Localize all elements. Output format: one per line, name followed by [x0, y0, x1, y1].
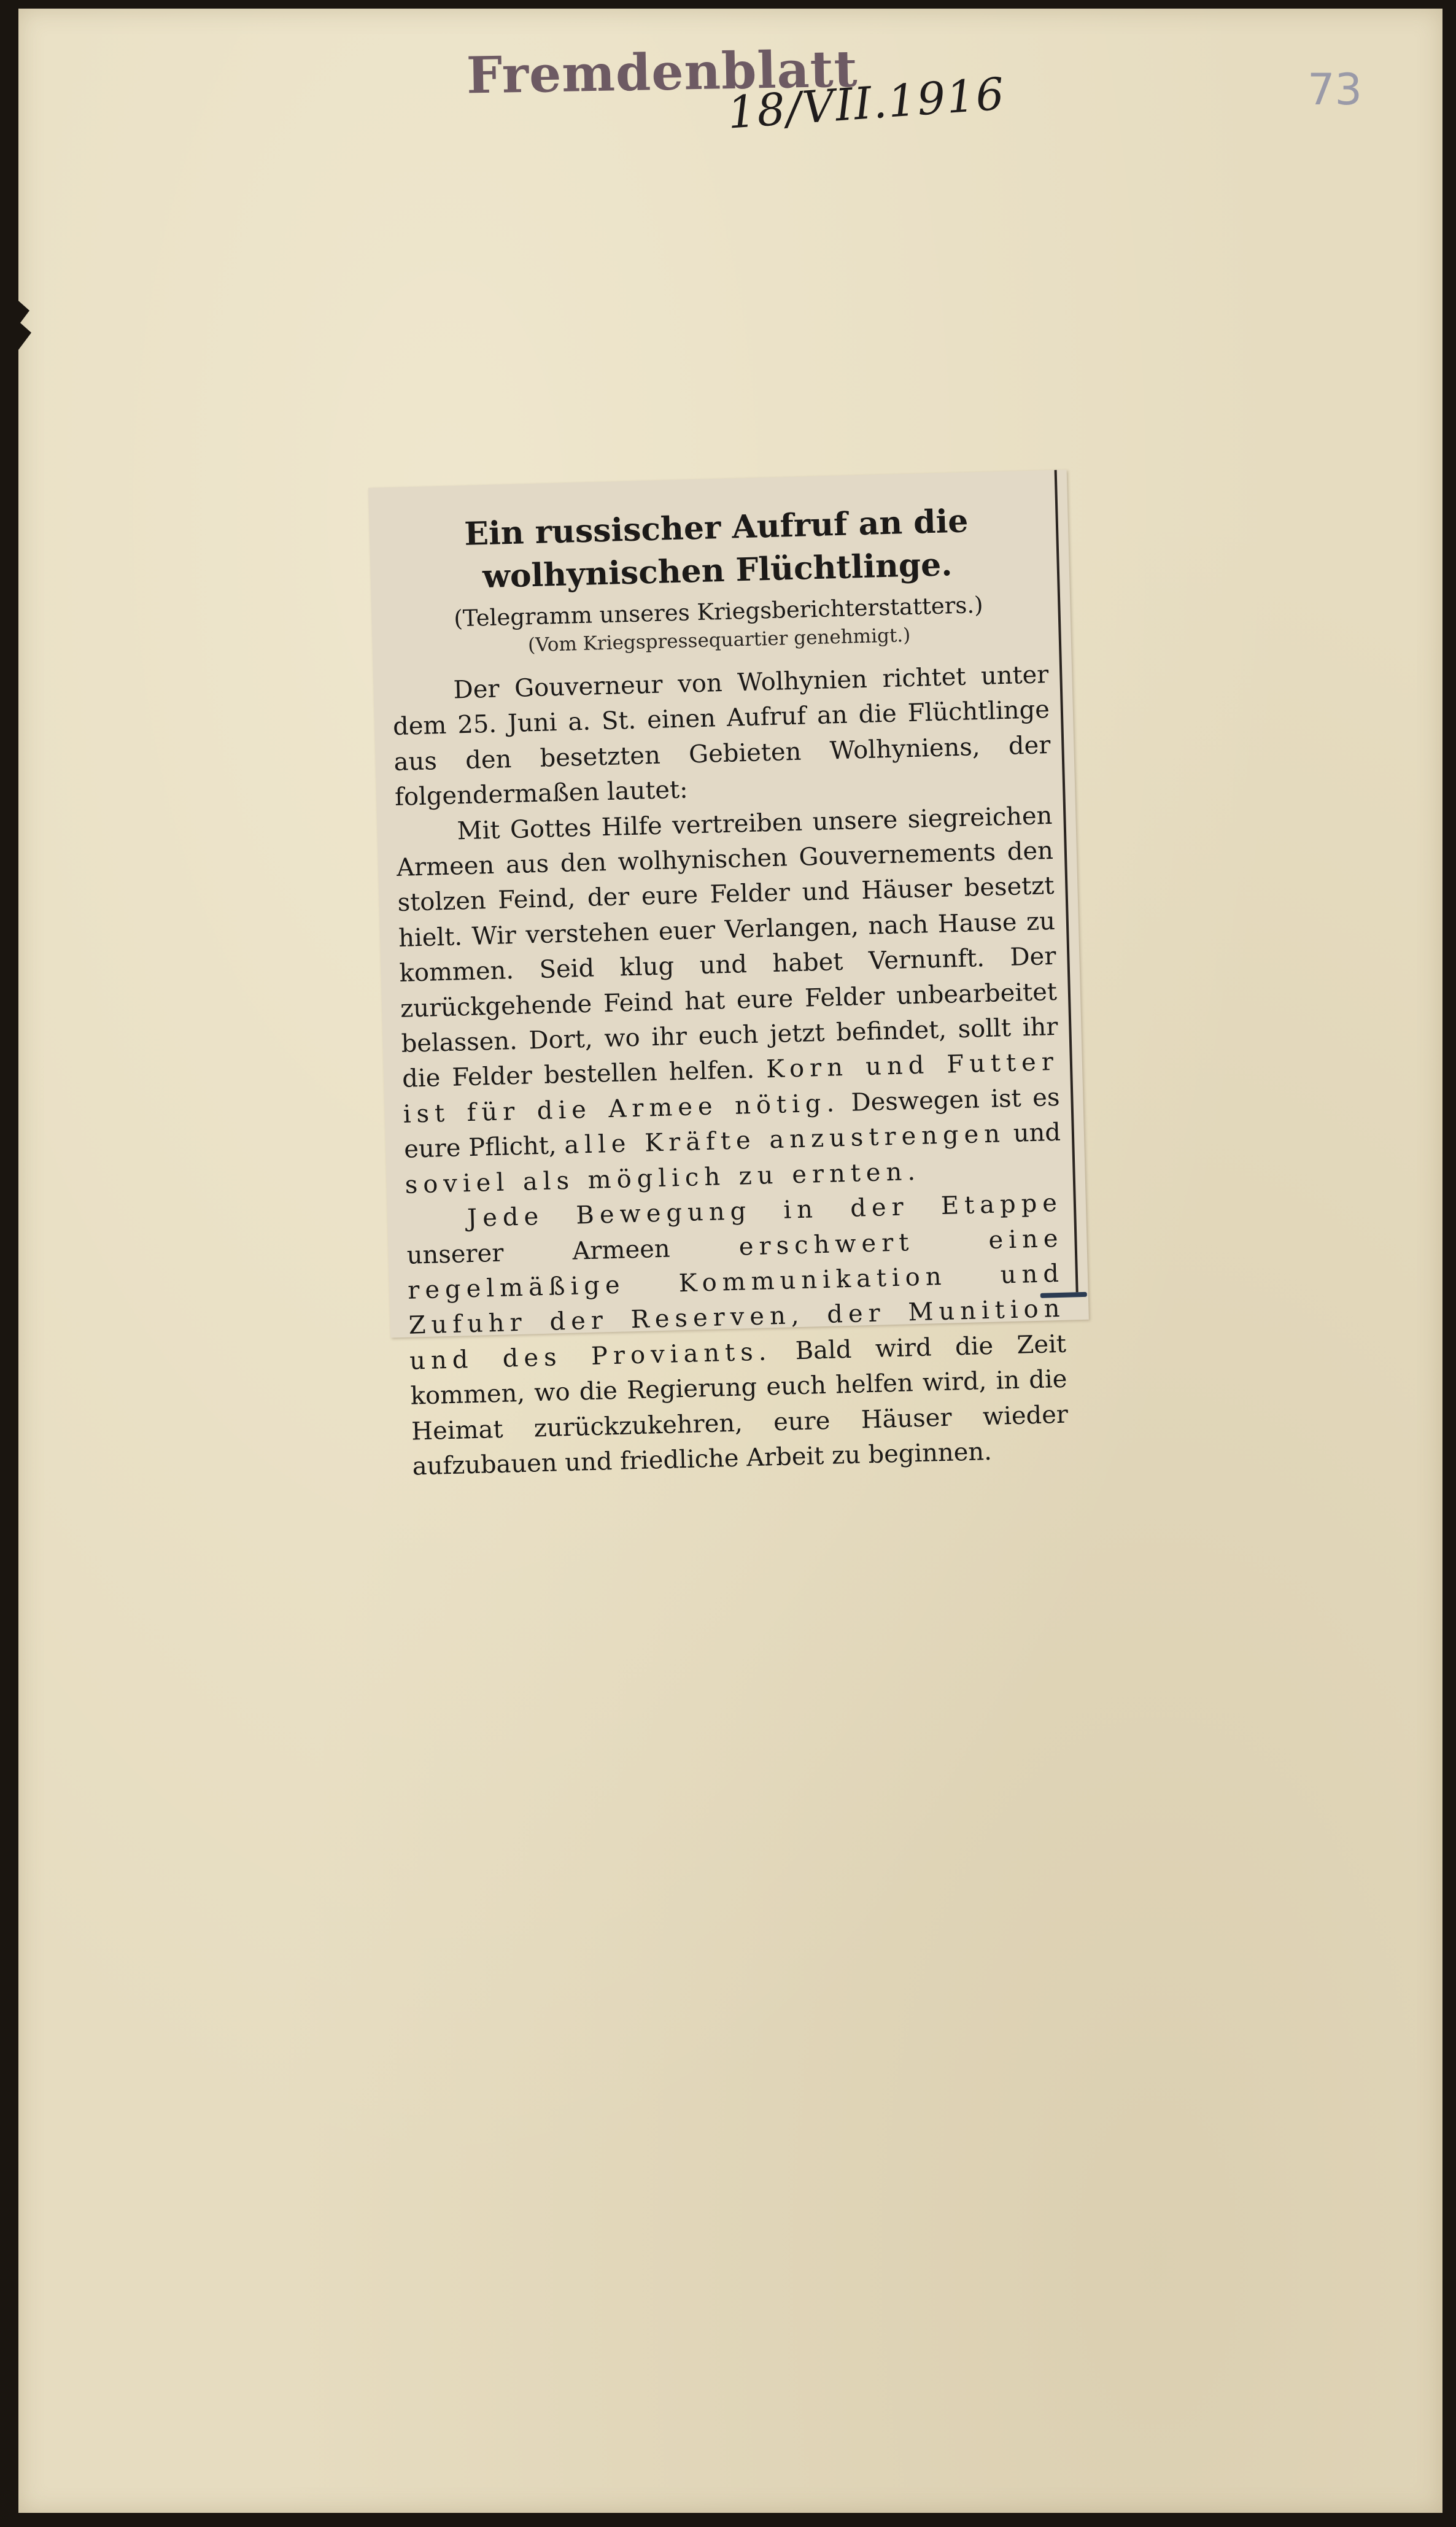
emphasis-text: soviel als möglich zu ernten. [405, 1157, 921, 1199]
paragraph-3-text: unserer Armeen [406, 1233, 740, 1270]
paragraph-2 [395, 799, 1062, 1203]
paragraph-1: Der Gouverneur von Wolhynien richtet unter dem 25. Juni a. St. einen Aufruf an die Flüchtlinge aus den besetzten Gebieten Wolhyniens, der folgendermaßen lautet: [392, 660, 1051, 812]
paragraph-3-text: Bald wird die Zeit kommen, wo die Regierung euch helfen wird, in die Heimat zurückzukehren, eure Häuser wieder aufzubauen und friedliche Arbeit zu beginnen. [410, 1329, 1069, 1481]
newspaper-clipping [368, 470, 1089, 1481]
paragraph-2-text: Deswegen ist es eure Pflicht, [403, 1083, 1060, 1164]
handwritten-date: 18/VII.1916 [726, 68, 1007, 139]
page-number: 73 [1307, 64, 1363, 115]
article-body [392, 657, 1069, 1485]
article-headline: Ein russischer Aufruf an die wolhynischen Flüchtlinge. [463, 502, 969, 596]
emphasis-text: Korn und Futter ist für die Armee nötig. [403, 1048, 1059, 1129]
article-dateline: (Telegramm unseres Kriegsberichterstatters.) [453, 591, 984, 632]
paragraph-2-text: Mit Gottes Hilfe vertreiben unsere siegreichen Armeen aus den wolhynischen Gouvernements den stolzen Feind, der eure Felder und Häuser besetzt hielt. Wir verstehen euer Verlangen, nach Hause zu kommen. Seid klug und habet Vernunft. Der zurückgehende Feind hat eure Felder unbearbeitet belassen. Dort, wo ihr euch jetzt befindet, sollt ihr die Felder bestellen helfen. [396, 801, 1058, 1094]
emphasis-text: erschwert eine regelmäßige Kommunikation und Zufuhr der Reserven, der Munition und des Proviants. [407, 1224, 1066, 1376]
paragraph-3 [406, 1186, 1070, 1485]
emphasis-text: Jede Bewegung in der Etappe [467, 1188, 1063, 1233]
paragraph-2-text: und [1005, 1118, 1061, 1148]
newspaper-stamp: Fremdenblatt [466, 39, 859, 106]
emphasis-text: alle Kräfte anzustrengen [563, 1120, 1006, 1160]
censor-permit: (Vom Kriegspressequartier genehmigt.) [527, 624, 911, 657]
